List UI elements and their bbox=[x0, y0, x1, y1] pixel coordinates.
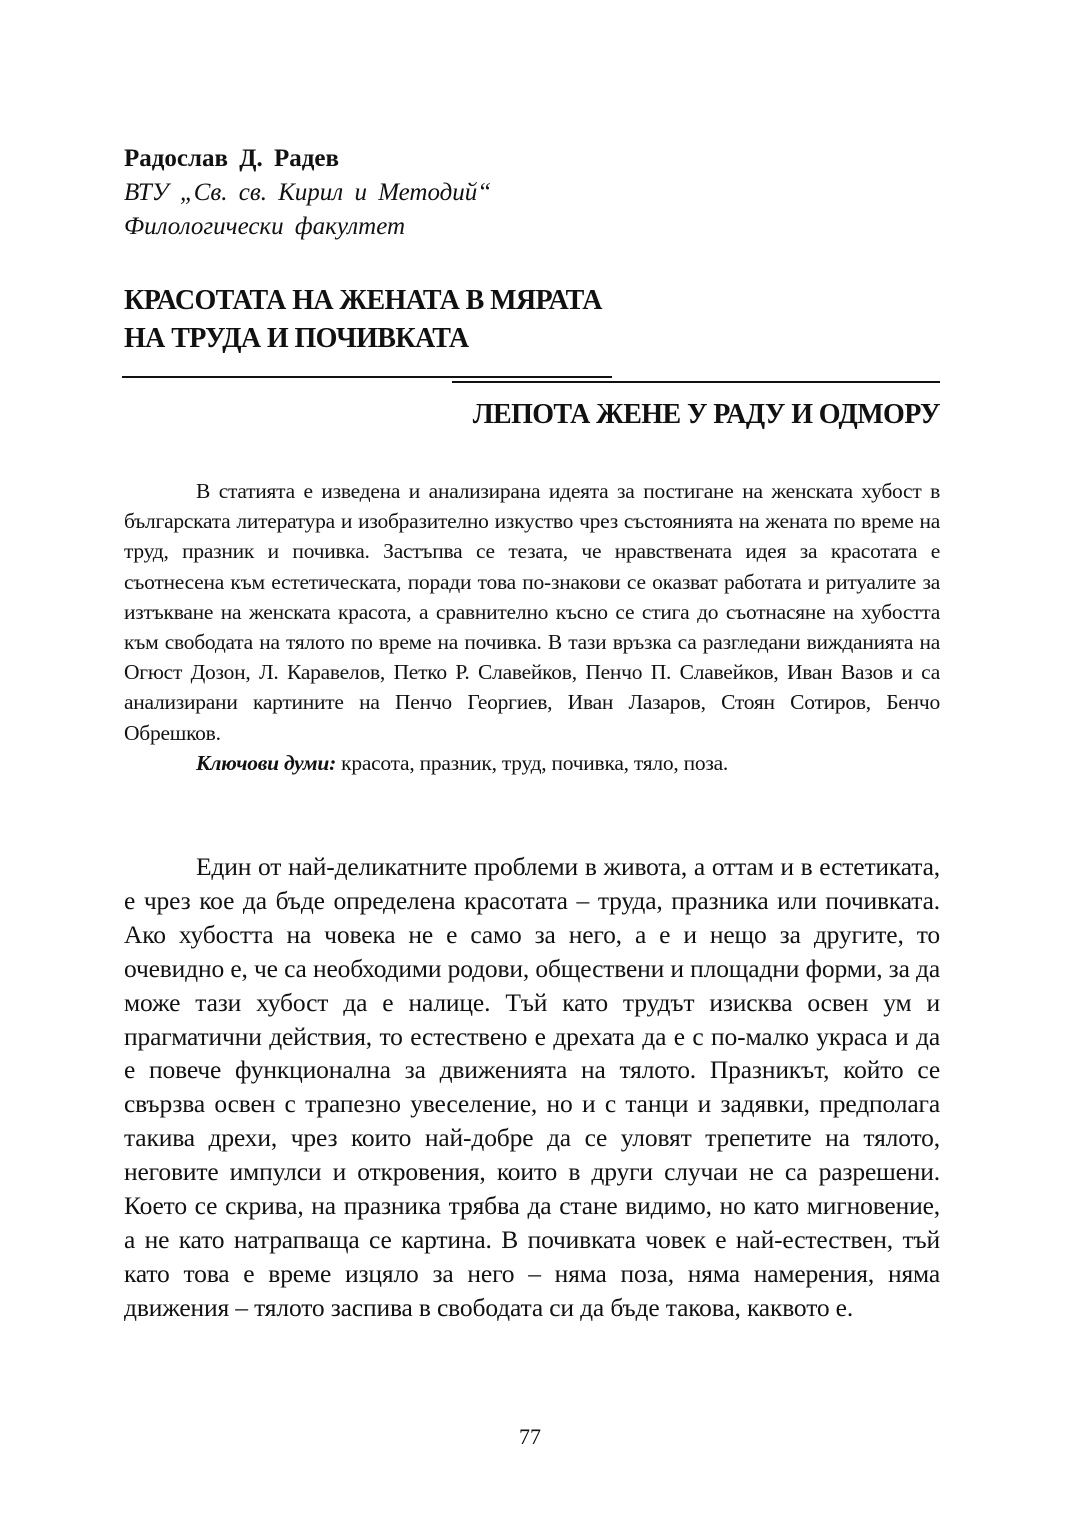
article-title-line-2: НА ТРУДА И ПОЧИВКАТА bbox=[124, 323, 469, 354]
abstract-text: В статията е изведена и анализирана идеята за постигане на женската хубост в българската литература и изобразително изкуство чрез състоянията на жената по време на труд, празник и почивка. Застъпва се тезата, че нравствената идея за красотата е съотнесена към естетическата, поради това по-знакови се оказват работата и ритуалите за изтъкване на женската красота, а сравнително късно се стига до съотнасяне на хубостта към свободата на тялото по време на почивка. В тази връзка са разгледани вижданията на Огюст Дозон, Л. Каравелов, Петко Р. Славейков, Пенчо П. Славейков, Иван Вазов и са анализирани картините на Пенчо Георгиев, Иван Лазаров, Стоян Сотиров, Бенчо Обрешков. bbox=[124, 479, 940, 745]
body-paragraph: Един от най-деликатните проблеми в живота, а оттам и в естетиката, е чрез кое да бъде определена красотата – труда, празника или почивката. Ако хубостта на човека не е само за него, а е и нещо за другите, то очевидно е, че са необходими родови, обществени и площадни форми, за да може тази хубост да е налице. Тъй като трудът изисква освен ум и прагматични действия, то естествено е дрехата да е с по-малко украса и да е повече функционална за движенията на тялото. Празникът, който се свързва освен с трапезно увеселение, но и с танци и задявки, предполага такива дрехи, чрез които най-добре да се уловят трепетите на тялото, неговите импулси и откровения, които в други случаи не са разрешени. Което се скрива, на празника трябва да стане видимо, но като мигновение, а не като натрапваща се картина. В почивката човек е най-естествен, тъй като това е време изцяло за него – няма поза, няма намерения, няма движения – тялото заспива в свободата си да бъде такова, каквото е. bbox=[124, 852, 940, 1322]
author-affiliation-faculty: Филологически факултет bbox=[124, 213, 406, 240]
keywords-list: красота, празник, труд, почивка, тяло, поза. bbox=[336, 750, 729, 775]
page-number: 77 bbox=[519, 1424, 541, 1449]
title-divider-right bbox=[452, 381, 940, 383]
article-title-line-1: КРАСОТАТА НА ЖЕНАТА В МЯРАТА bbox=[124, 285, 602, 316]
body-text bbox=[124, 850, 940, 1325]
author-name: Радослав Д. Радев bbox=[124, 145, 340, 172]
keywords bbox=[124, 748, 940, 778]
article-subtitle: ЛЕПОТА ЖЕНЕ У РАДУ И ОДМОРУ bbox=[472, 399, 940, 430]
title-divider-left bbox=[122, 376, 612, 378]
article-title bbox=[124, 282, 944, 358]
abstract bbox=[124, 476, 940, 778]
keywords-label: Ключови думи: bbox=[196, 750, 336, 775]
author-block bbox=[124, 142, 924, 244]
author-affiliation-university: ВТУ „Св. св. Кирил и Методий“ bbox=[124, 179, 492, 206]
